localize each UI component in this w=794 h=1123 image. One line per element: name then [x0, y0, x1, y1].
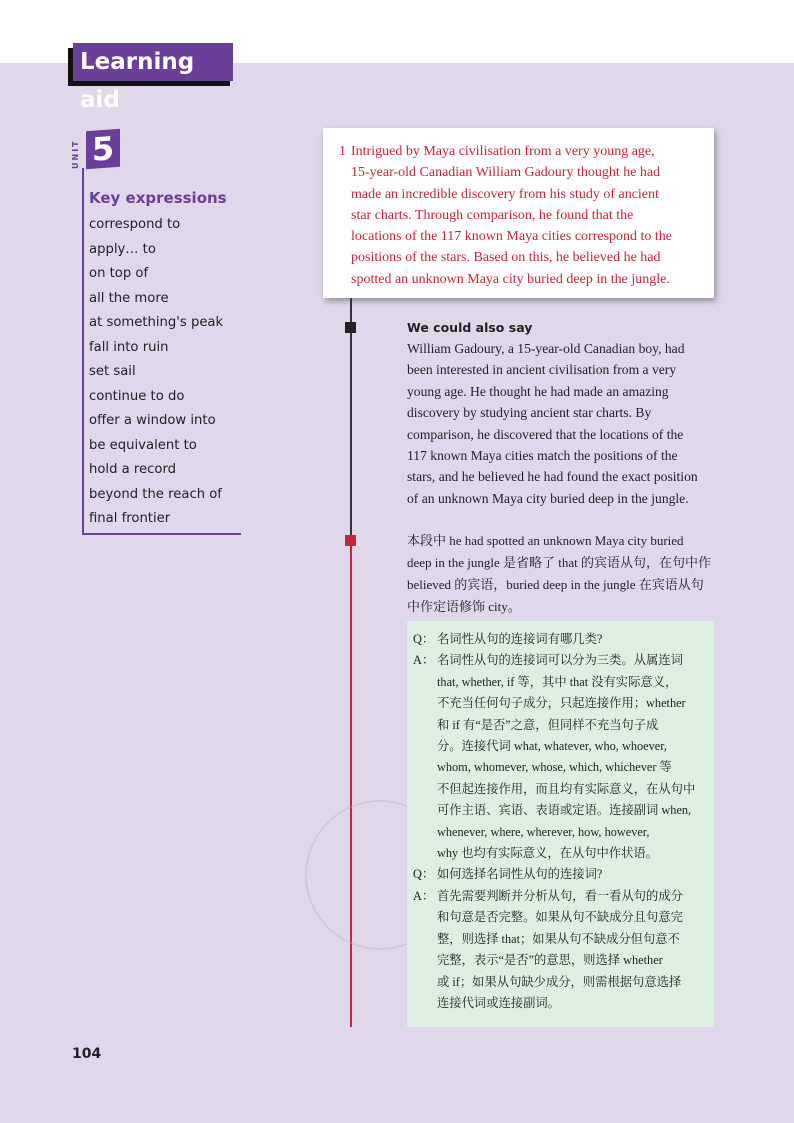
- also-say-line: discovery by studying ancient star charts. By: [407, 405, 652, 421]
- question-label: Q：: [413, 632, 435, 646]
- key-expressions-title: Key expressions: [89, 189, 227, 207]
- also-say-line: comparison, he discovered that the locations of the: [407, 426, 684, 442]
- note-line: believed 的宾语，buried deep in the jungle 在宾语从句: [407, 577, 704, 592]
- also-say-line: William Gadoury, a 15-year-old Canadian boy, had: [407, 341, 685, 356]
- quote-number: 1: [339, 144, 346, 159]
- question-label: Q：: [413, 867, 435, 882]
- question-text: 名词性从句的连接词有哪几类?: [437, 632, 603, 646]
- note-line: 本段中 he had spotted an unknown Maya city buried: [407, 533, 684, 548]
- answer-line: 或 if；如果从句缺少成分，则需根据句意选择: [437, 974, 682, 989]
- also-say-line: been interested in ancient civilisation from a very: [407, 362, 677, 378]
- learning-aid-tag: Learning aid: [73, 43, 233, 81]
- question-text: 如何选择名词性从句的连接词?: [437, 867, 603, 882]
- grammar-note: [407, 530, 717, 618]
- quote-line: positions of the stars. Based on this, he believed he had: [351, 250, 661, 266]
- source-quote: [323, 128, 714, 298]
- key-expression-item: apply… to: [89, 241, 156, 257]
- key-expression-item: at something's peak: [89, 315, 224, 330]
- answer-line: 可作主语、宾语、表语或定语。连接副词 when,: [437, 803, 692, 818]
- note-line: deep in the jungle 是省略了 that 的宾语从句，在句中作: [407, 555, 712, 570]
- answer-line: 连接代词或连接副词。: [437, 995, 560, 1010]
- also-say-title: We could also say: [407, 320, 533, 335]
- answer-line: whom, whomever, whose, which, whichever 等: [437, 760, 672, 775]
- answer-line: 整，则选择 that；如果从句不缺成分但句意不: [437, 931, 680, 946]
- quote-line: locations of the 117 known Maya cities correspond to the: [351, 229, 673, 245]
- page-number: 104: [72, 1046, 102, 1062]
- question: [413, 629, 714, 650]
- quote-line: made an incredible discovery from his study of ancient: [351, 186, 659, 202]
- key-expression-item: all the more: [89, 290, 169, 306]
- key-expressions-list: [89, 215, 223, 534]
- qa-box: [407, 621, 714, 1027]
- quote-line: spotted an unknown Maya city buried deep in the jungle.: [351, 271, 670, 287]
- key-expression-item: set sail: [89, 364, 136, 379]
- key-expression-item: hold a record: [89, 462, 177, 477]
- annotation-line: [350, 298, 352, 540]
- also-say-line: young age. He thought he had made an amazing: [407, 383, 669, 399]
- annotation-line-red: [350, 540, 352, 1027]
- answer-line: why 也均有实际意义，在从句中作状语。: [437, 846, 659, 861]
- key-expression-item: be equivalent to: [89, 437, 197, 453]
- answer-line: 和 if 有“是否”之意，但同样不充当句子成: [437, 717, 659, 732]
- bullet-square-red: [345, 535, 356, 546]
- key-expression-item: final frontier: [89, 511, 171, 526]
- quote-line: star charts. Through comparison, he found that the: [351, 207, 634, 223]
- key-expression-item: offer a window into: [89, 413, 216, 428]
- key-expression-item: correspond to: [89, 217, 181, 232]
- answer-label: A：: [413, 653, 435, 668]
- question: [413, 864, 714, 885]
- key-expression-item: beyond the reach of: [89, 486, 222, 502]
- also-say-line: 117 known Maya cities match the positions of the: [407, 448, 678, 464]
- unit-number: 5: [86, 129, 120, 169]
- key-expression-item: continue to do: [89, 388, 185, 404]
- also-say-section: [407, 318, 717, 509]
- bullet-square-black: [345, 322, 356, 333]
- key-expression-item: on top of: [89, 266, 149, 281]
- answer-text: 首先需要判断并分析从句，看一看从句的成分: [437, 888, 683, 903]
- answer-label: A：: [413, 888, 435, 903]
- answer-text: 名词性从句的连接词可以分为三类。从属连词: [437, 653, 683, 668]
- answer-line: 不充当任何句子成分，只起连接作用；whether: [437, 696, 686, 711]
- note-line: 中作定语修饰 city。: [407, 599, 521, 614]
- unit-label: UNIT: [71, 139, 80, 169]
- quote-line: Intrigued by Maya civilisation from a very young age,: [351, 144, 655, 159]
- answer-line: [413, 886, 714, 907]
- key-expression-item: fall into ruin: [89, 339, 169, 355]
- answer-line: 分。连接代词 what, whatever, who, whoever,: [437, 739, 667, 754]
- answer-line: whenever, where, wherever, how, however,: [437, 824, 650, 839]
- also-say-line: stars, and he believed he had found the exact position: [407, 469, 698, 485]
- quote-line: 15-year-old Canadian William Gadoury thought he had: [351, 165, 661, 181]
- answer-line: 完整，表示“是否”的意思，则选择 whether: [437, 953, 663, 968]
- answer-line: 和句意是否完整。如果从句不缺成分且句意完: [437, 910, 683, 925]
- answer-line: 不但起连接作用，而且均有实际意义，在从句中: [437, 781, 696, 796]
- sidebar-rule: [82, 168, 84, 534]
- answer-line: that, whether, if 等，其中 that 没有实际意义，: [437, 674, 678, 689]
- answer-line: [413, 650, 714, 671]
- also-say-line: of an unknown Maya city buried deep in the jungle.: [407, 490, 689, 506]
